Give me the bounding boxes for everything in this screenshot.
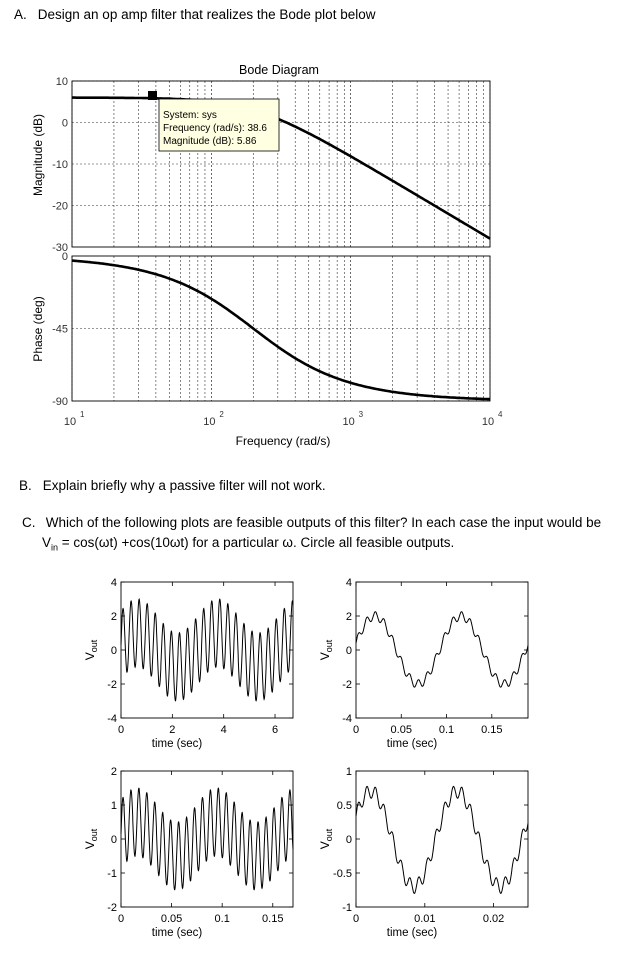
magnitude-tick-label: -20 (52, 200, 68, 213)
x-tick-label: 2 (169, 724, 176, 736)
y-tick-label: 2 (110, 611, 117, 623)
time-axis-label: time (sec) (386, 738, 438, 750)
x-tick-label: 0.1 (214, 913, 230, 925)
phase-tick-label: -45 (52, 323, 68, 336)
y-tick-label: 0 (345, 834, 352, 846)
vout-axis-label: $V_{out}$ (318, 639, 334, 661)
x-tick-label: 0.05 (160, 913, 183, 925)
question-b-label: B. (19, 478, 32, 493)
question-a-label: A. (14, 7, 27, 22)
phase-tick-label: -90 (52, 396, 68, 408)
y-tick-label: 0 (110, 645, 117, 657)
waveform-series-line (356, 612, 528, 687)
x-tick-label: 0 (352, 913, 360, 925)
waveform-series-line (121, 599, 293, 701)
time-axis-label: time (sec) (151, 738, 203, 750)
datatip-marker[interactable] (148, 91, 157, 100)
datatip-line2: Frequency (rad/s): 38.6 (163, 123, 267, 134)
vin-subscript: in (51, 542, 59, 553)
x-tick-label: 0.1 (438, 724, 455, 736)
magnitude-tick-label: 0 (61, 117, 68, 130)
y-tick-label: 4 (345, 577, 352, 589)
frequency-tick-base: 10 (342, 416, 355, 428)
x-tick-label: 0 (352, 724, 360, 736)
y-tick-label: -4 (342, 713, 352, 725)
x-tick-label: 0 (117, 724, 125, 736)
vin-symbol: V (42, 535, 52, 550)
waveform-panels (83, 577, 528, 939)
x-tick-label: 6 (271, 724, 279, 736)
y-tick-label: 0 (110, 834, 117, 846)
frequency-tick-base: 10 (63, 416, 77, 428)
bode-grid (72, 81, 490, 401)
y-tick-label: -2 (107, 902, 117, 914)
time-axis-label: time (sec) (151, 927, 203, 939)
phase-ylabel: Phase (deg) (31, 296, 45, 362)
y-tick-label: 2 (110, 766, 117, 778)
x-tick-label: 0.01 (414, 913, 436, 925)
bode-xlabel: Frequency (rad/s) (235, 434, 331, 448)
question-a-text: Design an op amp filter that realizes the Bode plot below (37, 7, 376, 22)
y-tick-label: -2 (342, 679, 352, 691)
waveform-series-line (356, 786, 528, 893)
frequency-tick-exponent: 2 (219, 410, 224, 419)
frequency-tick-exponent: 1 (80, 410, 85, 419)
y-tick-label: 1 (110, 800, 117, 812)
frequency-tick-exponent: 3 (358, 410, 364, 419)
y-tick-label: 0.5 (336, 800, 352, 812)
y-tick-label: 0 (345, 645, 352, 657)
waveform-panel-bottom-left (83, 766, 293, 939)
question-c-label: C. (22, 515, 36, 530)
vout-axis-label: $V_{out}$ (318, 828, 334, 850)
time-axis-label: time (sec) (386, 927, 438, 939)
question-c-line1: Which of the following plots are feasible outputs of this filter? In each case the input would be (45, 515, 602, 530)
y-tick-label: -2 (107, 679, 117, 691)
datatip-line1: System: sys (163, 110, 217, 121)
datatip-box[interactable] (159, 99, 279, 151)
magnitude-tick-label: -30 (52, 242, 68, 254)
bode-title: Bode Diagram (239, 63, 319, 77)
y-tick-label: -1 (342, 902, 352, 914)
waveform-axes-frame (121, 582, 293, 718)
magnitude-series-line (72, 98, 490, 239)
y-tick-label: 2 (345, 611, 352, 623)
magnitude-tick-label: -10 (52, 159, 68, 171)
y-tick-label: 4 (110, 577, 117, 589)
x-tick-label: 0.02 (482, 913, 505, 925)
frequency-tick-exponent: 4 (498, 410, 503, 419)
waveform-panel-top-left (83, 577, 293, 750)
phase-series-line (72, 261, 490, 400)
waveform-panel-top-right (318, 577, 528, 750)
frequency-tick-base: 10 (481, 416, 495, 428)
bode-frames (72, 81, 490, 401)
waveform-axes-frame (356, 771, 528, 907)
x-tick-label: 0.15 (262, 913, 284, 925)
magnitude-ylabel: Magnitude (dB) (31, 113, 45, 197)
y-tick-label: -1 (107, 868, 117, 880)
datatip-line3: Magnitude (dB): 5.86 (163, 136, 257, 147)
vout-axis-label: $V_{out}$ (83, 828, 99, 850)
x-tick-label: 4 (220, 724, 227, 736)
phase-tick-label: 0 (61, 251, 68, 263)
question-c-line2: = cos(ωt) +cos(10ωt) for a particular ω. Circle all feasible outputs. (58, 535, 455, 550)
frequency-tick-base: 10 (203, 416, 216, 428)
waveform-axes-frame (356, 582, 528, 718)
x-tick-label: 0.05 (390, 724, 412, 736)
y-tick-label: -4 (107, 713, 117, 725)
question-b-text: Explain briefly why a passive filter will not work. (42, 478, 326, 493)
vout-axis-label: $V_{out}$ (83, 639, 99, 661)
y-tick-label: 1 (345, 766, 352, 778)
waveform-panel-bottom-right (318, 766, 528, 939)
y-tick-label: -0.5 (333, 868, 352, 880)
x-tick-label: 0 (117, 913, 125, 925)
waveform-series-line (121, 788, 293, 890)
x-tick-label: 0.15 (481, 724, 503, 736)
magnitude-tick-label: 10 (55, 76, 68, 88)
